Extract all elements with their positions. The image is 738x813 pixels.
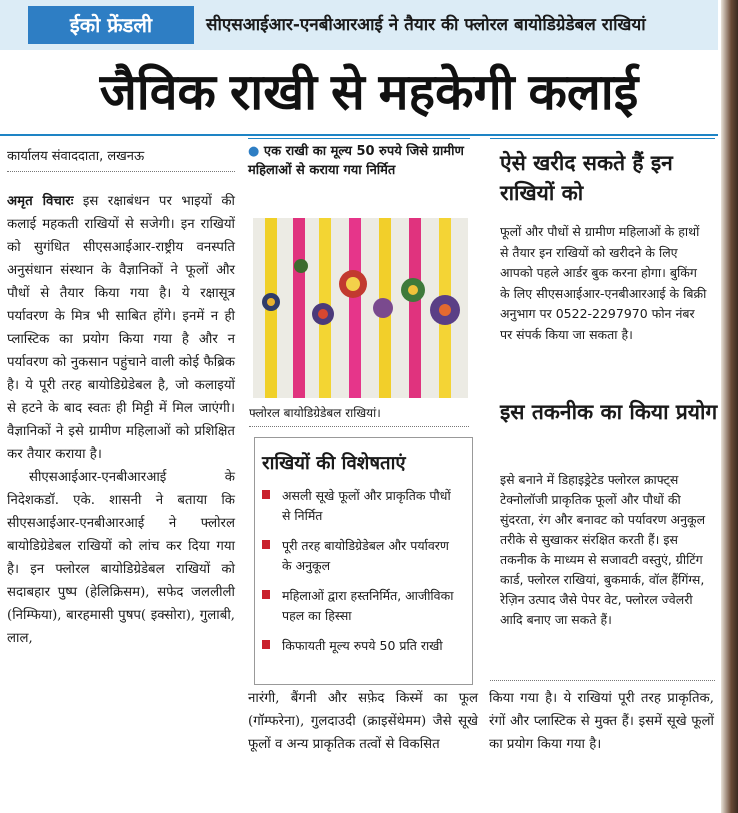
middle-top-rule: [248, 138, 470, 139]
article-paragraph-2: सीएसआईआर-एनबीआरआई के निदेशकडॉ. एके. शासनी ने बताया कि सीएसआईआर-एनबीआरआई ने फ्लोरल बायोडिग्रेडेबल राखियों को लांच कर दिया गया है। इन फ्लोरल बायोडिग्रेडेबल राखियों को सदाबहार पुष्प (हेलिक्रिसम), सफेद जललीली (निम्फिया), बारहमासी पुषप( इक्सोरा), गुलाबी, लाल,: [7, 470, 235, 646]
right-divider: [490, 680, 715, 681]
headline-rule: [0, 134, 718, 136]
page-edge-shadow: [721, 0, 738, 813]
middle-continuation: नारंगी, बैंगनी और सफ़ेद किस्में का फूल (गॉम्फरेना), गुलदाउदी (क्राइसेंथेमम) जैसे सूखे फूलों व अन्य प्राकृतिक तत्वों से विकसित: [248, 691, 478, 752]
article-paragraph-1: इस रक्षाबंधन पर भाइयों की कलाई महकती राखियों से सजेगी। इन राखियों को सुगंधित सीएसआईआर-राष्ट्रीय वनस्पति अनुसंधान संस्थान के वैज्ञानिकों ने फूलों और पौधों से तैयार किया गया है। ये रक्षासूत्र पर्यावरण के मित्र भी साबित होंगे। इनमें न ही प्लास्टिक का प्रयोग किया गया है और न पर्यावरण को नुकसान पहुंचाने वाली कोई फैब्रिक है। ये पूरी तरह बायोडिग्रेडेबल है, जो कलाइयों से हटने के बाद स्वतः ही मिट्टी में मिल जाएंगी। वैज्ञानिकों ने इसे ग्रामीण महिलाओं को प्रशिक्षित कर तैयार कराया है।: [7, 194, 235, 462]
headline: जैविक राखी से महकेगी कलाई: [99, 64, 639, 120]
feature-item-4: किफायती मूल्य रुपये 50 प्रति राखी: [262, 636, 462, 656]
square-bullet-icon: [262, 640, 270, 649]
rakhi-flower-2: [294, 259, 308, 273]
buy-section-title: ऐसे खरीद सकते हैं इन राखियों को: [500, 151, 673, 205]
rakhi-flower-5: [373, 298, 393, 318]
square-bullet-icon: [262, 490, 270, 499]
byline: कार्यालय संवाददाता, लखनऊ: [7, 149, 145, 164]
rakhi-flower-6-center: [408, 285, 418, 295]
left-column: [7, 190, 235, 650]
feature-item-3: महिलाओं द्वारा हस्तनिर्मित, आजीविका पहल का हिस्सा: [262, 586, 462, 626]
square-bullet-icon: [262, 540, 270, 549]
rakhi-flower-1-center: [267, 298, 275, 306]
features-title: राखियों की विशेषताएं: [262, 453, 406, 474]
right-top-rule: [490, 138, 715, 139]
price-highlight-text: एक राखी का मूल्य 50 रुपये जिसे ग्रामीण महिलाओं से कराया गया निर्मित: [248, 144, 464, 178]
rakhi-flower-3-center: [318, 309, 328, 319]
photo-caption: फ्लोरल बायोडिग्रेडेबल राखियां।: [249, 406, 381, 420]
technique-section-title: इस तकनीक का किया प्रयोग: [500, 400, 718, 424]
caption-divider: [249, 426, 469, 427]
feature-item-1: असली सूखे फूलों और प्राकृतिक पौधों से निर्मित: [262, 486, 462, 526]
technique-section-body: इसे बनाने में डिहाइड्रेटेड फ्लोरल क्राफ्ट्स टेक्नोलॉजी प्राकृतिक फूलों और पौधों की सुंदरता, रंग और बनावट को पर्यावरण अनुकूल तरीके से सुखाकर संरक्षित करती हैं। इस तकनीक के माध्यम से सजावटी वस्तुएं, ग्रीटिंग कार्ड, फ्लोरल राखियां, बुकमार्क, वॉल हैंगिंग्स, रेज़िन उत्पाद जैसे पेपर वेट, फ्लोरल ज्वेलरी आदि बनाए जा सकते हैं।: [500, 472, 706, 627]
bullet-dot-icon: ●: [248, 144, 260, 159]
right-continuation: किया गया है। ये राखियां पूरी तरह प्राकृतिक, रंगों और प्लास्टिक से मुक्त हैं। इसमें सूखे फूलों का प्रयोग किया गया है।: [489, 691, 714, 752]
ribbon-strip: [349, 218, 361, 398]
rakhi-flower-7-center: [439, 304, 451, 316]
ribbon-strip: [409, 218, 421, 398]
rakhi-flower-4-center: [346, 277, 360, 291]
ribbon-strip: [293, 218, 305, 398]
subheadline: सीएसआईआर-एनबीआरआई ने तैयार की फ्लोरल बायोडिग्रेडेबल राखियां: [206, 15, 646, 35]
category-tag: ईको फ्रेंडली: [28, 6, 194, 44]
price-highlight: [248, 142, 468, 180]
byline-divider: [7, 171, 235, 172]
rakhi-photo-svg: [253, 218, 468, 398]
feature-item-2: पूरी तरह बायोडिग्रेडेबल और पर्यावरण के अनुकूल: [262, 536, 462, 576]
rakhi-photo: [253, 218, 468, 398]
square-bullet-icon: [262, 590, 270, 599]
buy-section-body: फूलों और पौधों से ग्रामीण महिलाओं के हाथों से तैयार इन राखियों को खरीदने के लिए आपको पहले आर्डर बुक करना होगा। बुकिंग के लिए सीएसआईआर-एनबीआरआई के बिक्री अनुभाग पर 0522-2297970 फोन नंबर पर संपर्क किया जा सकता है।: [500, 224, 707, 342]
lead-label: अमृत विचारः: [7, 194, 74, 209]
